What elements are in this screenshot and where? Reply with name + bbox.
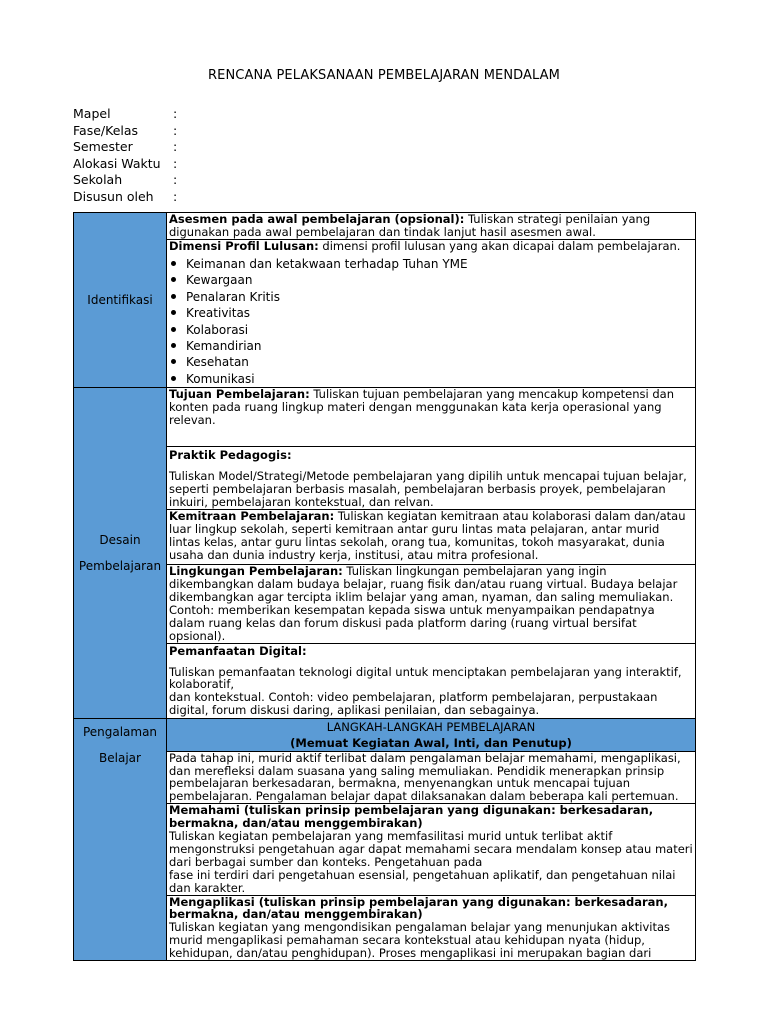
table-row bbox=[74, 213, 696, 240]
kemitraan-heading: Kemitraan Pembelajaran: bbox=[169, 509, 335, 524]
asesmen-heading: Asesmen pada awal pembelajaran (opsional): bbox=[169, 212, 465, 226]
dimensi-text: dimensi profil lulusan yang akan dicapai dalam pembelajaran. bbox=[318, 239, 681, 253]
table-row bbox=[74, 565, 696, 643]
meta-row-disusun-oleh bbox=[73, 189, 183, 206]
table-row bbox=[74, 447, 696, 510]
meta-row-mapel bbox=[73, 106, 183, 123]
memahami-heading: Memahami (tuliskan prinsip pembelajaran yang digunakan: berkesadaran, bermakna, dan/atau menggembirakan) bbox=[169, 803, 654, 831]
memahami-text-2: fase ini terdiri dari pengetahuan esensial, pengetahuan aplikatif, dan pengetahuan nilai dan karakter. bbox=[169, 867, 676, 895]
table-row bbox=[74, 718, 696, 751]
section-label-identifikasi bbox=[74, 213, 167, 388]
section-label-text: Desain bbox=[99, 532, 141, 547]
list-item: Komunikasi bbox=[169, 371, 693, 387]
table-row bbox=[74, 895, 696, 961]
section-label-desain-pembelajaran bbox=[74, 388, 167, 718]
meta-label: Fase/Kelas bbox=[73, 122, 139, 138]
meta-row-sekolah bbox=[73, 172, 183, 189]
tujuan-text: Tuliskan tujuan pembelajaran yang mencakup kompetensi dan konten pada ruang lingkup materi dengan menggunakan kata kerja operasional yang relevan. bbox=[169, 387, 674, 427]
mengaplikasi-heading: Mengaplikasi (tuliskan prinsip pembelajaran yang digunakan: berkesadaran, bermakna, dan/atau menggembirakan) bbox=[169, 894, 668, 922]
list-item: Kesehatan bbox=[169, 354, 693, 370]
table-row bbox=[74, 751, 696, 804]
lesson-plan-table bbox=[73, 212, 696, 961]
praktik-heading: Praktik Pedagogis: bbox=[169, 448, 292, 463]
digital-cell bbox=[167, 643, 696, 718]
langkah-header-cell bbox=[167, 718, 696, 751]
section-label-pengalaman-belajar bbox=[74, 718, 167, 961]
memahami-cell bbox=[167, 804, 696, 895]
list-item: Kreativitas bbox=[169, 305, 693, 321]
asesmen-cell bbox=[167, 213, 696, 240]
section-label-text: Identifikasi bbox=[87, 293, 153, 308]
meta-colon: : bbox=[173, 106, 178, 121]
lingkungan-text: Tuliskan lingkungan pembelajaran yang ingin dikembangkan dalam budaya belajar, ruang fisik dan/atau ruang virtual. Budaya belajar dikembangkan agar tercipta iklim belajar yang aman, nyaman, dan saling memuliakan. Contoh: memberikan kesempatan kepada siswa untuk menyampaikan pendapatnya dalam ruang kelas dan forum diskusi pada platform daring (ruang virtual bersifat opsional). bbox=[169, 564, 678, 643]
section-label-text: Pembelajaran bbox=[78, 558, 162, 573]
table-row bbox=[74, 510, 696, 565]
list-item: Penalaran Kritis bbox=[169, 289, 693, 305]
tujuan-cell bbox=[167, 388, 696, 447]
list-item: Kewargaan bbox=[169, 272, 693, 288]
meta-label: Disusun oleh bbox=[73, 188, 154, 204]
table-row bbox=[74, 388, 696, 447]
meta-colon: : bbox=[173, 122, 178, 138]
meta-colon: : bbox=[173, 188, 178, 204]
dimensi-heading: Dimensi Profil Lulusan: bbox=[169, 239, 319, 253]
meta-label: Sekolah bbox=[73, 172, 123, 187]
table-row bbox=[74, 804, 696, 895]
table-row bbox=[74, 240, 696, 388]
asesmen-text: Tuliskan strategi penilaian yang digunakan pada awal pembelajaran dan tindak lanjut hasil asesmen awal. bbox=[169, 212, 651, 239]
praktik-cell bbox=[167, 447, 696, 510]
intro-text: Pada tahap ini, murid aktif terlibat dalam pengalaman belajar memahami, mengaplikasi, dan merefleksi dalam suasana yang saling memuliakan. Pendidik menerapkan prinsip pembelajaran berkesadaran, bermakna, menyenangkan untuk mencapai tujuan pembelajaran. Pengalaman belajar dapat dilaksanakan dalam beberapa kali pertemuan. bbox=[169, 750, 681, 804]
digital-text-1: Tuliskan pemanfaatan teknologi digital untuk menciptakan pembelajaran yang interaktif, kolaboratif, bbox=[169, 664, 682, 692]
meta-label: Mapel bbox=[73, 106, 111, 121]
meta-row-alokasi-waktu bbox=[73, 156, 183, 173]
dimensi-list bbox=[169, 256, 693, 387]
section-label-text: Belajar bbox=[99, 750, 141, 765]
praktik-text: Tuliskan Model/Strategi/Metode pembelajaran yang dipilih untuk mencapai tujuan belajar, seperti pembelajaran berbasis masalah, pembelajaran berbasis proyek, pembelajaran inkuiri, pembelajaran kontekstual, dan relvan. bbox=[169, 469, 687, 509]
lingkungan-cell bbox=[167, 565, 696, 643]
meta-colon: : bbox=[173, 139, 178, 154]
langkah-title: LANGKAH-LANGKAH PEMBELAJARAN bbox=[326, 719, 536, 734]
meta-label: Semester bbox=[73, 139, 133, 154]
meta-row-semester bbox=[73, 139, 183, 156]
meta-colon: : bbox=[173, 172, 178, 187]
list-item: Kemandirian bbox=[169, 338, 693, 354]
document-title: RENCANA PELAKSANAAN PEMBELAJARAN MENDALAM bbox=[208, 68, 560, 83]
mengaplikasi-text: Tuliskan kegiatan yang mengondisikan pengalaman belajar yang menunjukan aktivitas murid mengaplikasi pemahaman secara kontekstual atau kehidupan nyata (hidup, kehidupan, dan/atau penghidupan). Proses mengaplikasi ini merupakan bagian dari bbox=[169, 920, 671, 961]
list-item: Keimanan dan ketakwaan terhadap Tuhan YME bbox=[169, 256, 693, 272]
digital-text-2: dan kontekstual. Contoh: video pembelajaran, platform pembelajaran, perpustakaan digital, forum diskusi daring, aplikasi penilaian, dan sebagainya. bbox=[169, 690, 658, 718]
section-label-text: Pengalaman bbox=[82, 724, 158, 739]
meta-row-fase-kelas bbox=[73, 123, 183, 140]
digital-heading: Pemanfaatan Digital: bbox=[169, 643, 307, 658]
lingkungan-heading: Lingkungan Pembelajaran: bbox=[169, 564, 343, 579]
tujuan-heading: Tujuan Pembelajaran: bbox=[169, 387, 310, 402]
intro-cell bbox=[167, 751, 696, 804]
table-row bbox=[74, 643, 696, 718]
memahami-text-1: Tuliskan kegiatan pembelajaran yang memfasilitasi murid untuk terlibat aktif mengonstruksi pengetahuan agar dapat memahami secara mendalam konsep atau materi dari berbagai sumber dan konteks. Pengetahuan pada bbox=[169, 829, 693, 869]
langkah-subtitle: (Memuat Kegiatan Awal, Inti, dan Penutup) bbox=[290, 735, 572, 750]
kemitraan-cell bbox=[167, 510, 696, 565]
dimensi-cell bbox=[167, 240, 696, 388]
identity-block bbox=[73, 106, 183, 205]
mengaplikasi-cell bbox=[167, 895, 696, 961]
meta-colon: : bbox=[173, 155, 178, 171]
kemitraan-text: Tuliskan kegiatan kemitraan atau kolaborasi dalam dan/atau luar lingkup sekolah, seperti kemitraan antar guru lintas mata pelajaran, antar murid lintas kelas, antar guru lintas sekolah, orang tua, komunitas, tokoh masyarakat, dunia usaha dan dunia industry kerja, institusi, atau mitra profesional. bbox=[169, 509, 686, 562]
meta-label: Alokasi Waktu bbox=[73, 155, 161, 171]
list-item: Kolaborasi bbox=[169, 322, 693, 338]
